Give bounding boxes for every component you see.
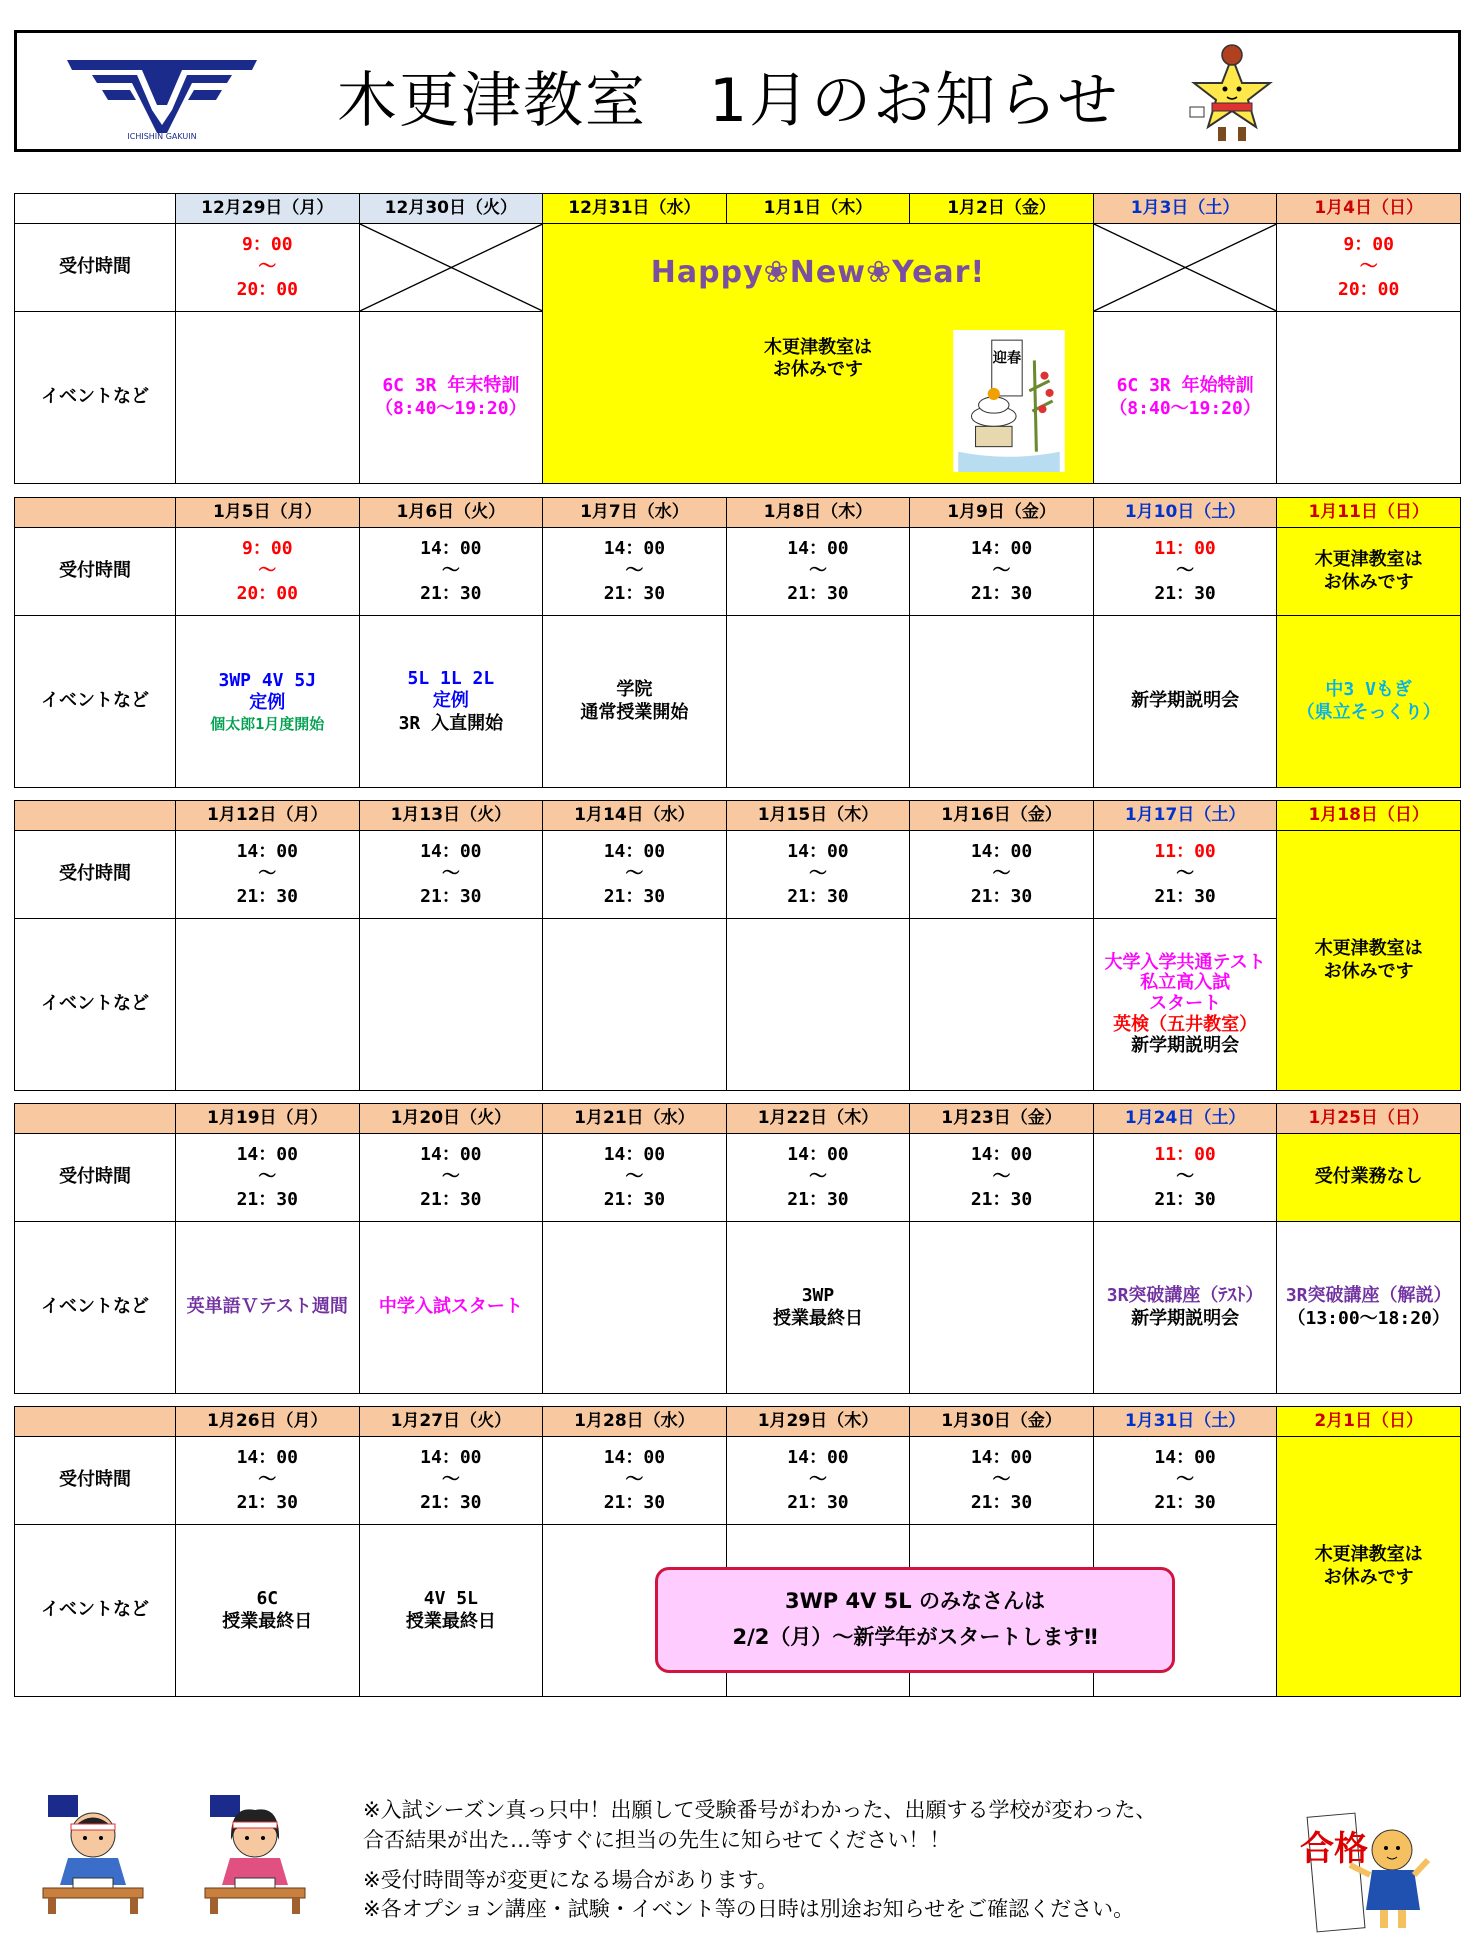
day-header: 1月8日（木） bbox=[726, 498, 910, 528]
day-header: 1月2日（金） bbox=[910, 194, 1094, 224]
event-cell: 3WP 授業最終日 bbox=[726, 1222, 910, 1394]
studying-girl-icon bbox=[200, 1790, 310, 1915]
day-header: 12月29日（月） bbox=[176, 194, 360, 224]
closed-text: 木更津教室は お休みです bbox=[763, 336, 872, 380]
row-label-time: 受付時間 bbox=[15, 1437, 176, 1525]
week-4-table bbox=[14, 1103, 1461, 1394]
cross-mark-icon bbox=[360, 224, 543, 311]
notes-section bbox=[363, 1796, 1156, 1935]
note-line: 合否結果が出た…等すぐに担当の先生に知らせてください！！ bbox=[363, 1827, 951, 1852]
event-cell: 4V 5L 授業最終日 bbox=[359, 1525, 543, 1697]
closed-cell: 木更津教室は お休みです bbox=[1277, 1437, 1461, 1697]
day-header: 1月22日（木） bbox=[726, 1104, 910, 1134]
row-label-event: イベントなど bbox=[15, 1222, 176, 1394]
week-3-table bbox=[14, 800, 1461, 1091]
star-mascot-icon bbox=[1182, 45, 1292, 145]
event-cell bbox=[1277, 312, 1461, 484]
day-header: 1月13日（火） bbox=[359, 801, 543, 831]
closed-cell: 木更津教室は お休みです bbox=[1277, 528, 1461, 616]
day-header: 1月26日（月） bbox=[176, 1407, 360, 1437]
time-cell: 14：00 ～ 21：30 bbox=[726, 831, 910, 919]
new-term-notice: 3WP 4V 5L のみなさんは 2/2（月）～新学年がスタートします‼ bbox=[655, 1567, 1175, 1673]
time-cell: 14：00 ～ 21：30 bbox=[176, 831, 360, 919]
corner-cell bbox=[15, 801, 176, 831]
day-header: 1月31日（土） bbox=[1093, 1407, 1277, 1437]
time-cell: 14：00 ～ 21：30 bbox=[543, 1134, 727, 1222]
row-label-event: イベントなど bbox=[15, 616, 176, 788]
day-header: 1月29日（木） bbox=[726, 1407, 910, 1437]
day-header: 1月9日（金） bbox=[910, 498, 1094, 528]
page-title: 木更津教室 1月のお知らせ bbox=[337, 66, 1120, 136]
time-cell: 14：00 ～ 21：30 bbox=[176, 1437, 360, 1525]
cross-mark-icon bbox=[1094, 224, 1277, 311]
time-cell: 14：00 ～ 21：30 bbox=[726, 528, 910, 616]
closed-cell: 木更津教室は お休みです bbox=[1277, 831, 1461, 1091]
event-cell: 3R突破講座（ﾃｽﾄ） 新学期説明会 bbox=[1093, 1222, 1277, 1394]
corner-cell bbox=[15, 194, 176, 224]
time-cell: 14：00 ～ 21：30 bbox=[359, 831, 543, 919]
day-header: 1月24日（土） bbox=[1093, 1104, 1277, 1134]
time-cell: 14：00 ～ 21：30 bbox=[726, 1437, 910, 1525]
row-label-time: 受付時間 bbox=[15, 528, 176, 616]
time-cell: 9：00 ～ 20：00 bbox=[1277, 224, 1461, 312]
day-header: 1月23日（金） bbox=[910, 1104, 1094, 1134]
event-cell: 3R突破講座（解説） （13:00～18:20） bbox=[1277, 1222, 1461, 1394]
event-cell bbox=[726, 616, 910, 788]
day-header: 1月20日（火） bbox=[359, 1104, 543, 1134]
svg-text:ICHISHIN GAKUIN: ICHISHIN GAKUIN bbox=[127, 132, 197, 141]
time-cell: 11：00 ～ 21：30 bbox=[1093, 528, 1277, 616]
event-cell bbox=[176, 919, 360, 1091]
ichishin-logo bbox=[62, 45, 262, 140]
note-line: ※入試シーズン真っ只中！出願して受験番号がわかった、出願する学校が変わった、 bbox=[363, 1798, 1157, 1822]
new-year-holiday-cell bbox=[543, 224, 1094, 484]
note-line: ※各オプション講座・試験・イベント等の日時は別途お知らせをご確認ください。 bbox=[363, 1897, 1135, 1922]
week-2-table bbox=[14, 497, 1461, 788]
studying-boy-icon bbox=[38, 1790, 148, 1915]
svg-text:迎春: 迎春 bbox=[992, 350, 1022, 367]
event-cell bbox=[359, 919, 543, 1091]
day-header: 1月16日（金） bbox=[910, 801, 1094, 831]
event-cell bbox=[910, 1222, 1094, 1394]
time-cell: 14：00 ～ 21：30 bbox=[359, 1437, 543, 1525]
time-cell: 14：00 ～ 21：30 bbox=[910, 831, 1094, 919]
time-cell: 14：00 ～ 21：30 bbox=[726, 1134, 910, 1222]
day-header: 1月25日（日） bbox=[1277, 1104, 1461, 1134]
day-header: 1月21日（水） bbox=[543, 1104, 727, 1134]
week-1-table bbox=[14, 193, 1461, 484]
event-cell bbox=[726, 919, 910, 1091]
day-header: 1月10日（土） bbox=[1093, 498, 1277, 528]
day-header: 1月18日（日） bbox=[1277, 801, 1461, 831]
happy-new-year-text: Happy❀New❀Year! bbox=[650, 255, 986, 290]
day-header: 1月3日（土） bbox=[1093, 194, 1277, 224]
event-cell bbox=[543, 1222, 727, 1394]
event-cell: 6C 3R 年始特訓 （8:40～19:20） bbox=[1093, 312, 1277, 484]
svg-text:合格: 合格 bbox=[1300, 1829, 1368, 1869]
time-cell: 11：00 ～ 21：30 bbox=[1093, 831, 1277, 919]
day-header: 2月1日（日） bbox=[1277, 1407, 1461, 1437]
kagami-mochi-icon bbox=[953, 330, 1065, 472]
row-label-time: 受付時間 bbox=[15, 224, 176, 312]
row-label-event: イベントなど bbox=[15, 919, 176, 1091]
row-label-event: イベントなど bbox=[15, 312, 176, 484]
row-label-time: 受付時間 bbox=[15, 1134, 176, 1222]
day-header: 1月28日（水） bbox=[543, 1407, 727, 1437]
day-header: 1月19日（月） bbox=[176, 1104, 360, 1134]
event-cell bbox=[543, 919, 727, 1091]
event-cell: 大学入学共通テスト 私立高入試 スタート 英検（五井教室） 新学期説明会 bbox=[1093, 919, 1277, 1091]
event-cell: 英単語Ｖテスト週間 bbox=[176, 1222, 360, 1394]
time-cell: 14：00 ～ 21：30 bbox=[910, 528, 1094, 616]
corner-cell bbox=[15, 1104, 176, 1134]
row-label-time: 受付時間 bbox=[15, 831, 176, 919]
event-cell: 学院 通常授業開始 bbox=[543, 616, 727, 788]
day-header: 1月5日（月） bbox=[176, 498, 360, 528]
day-header: 1月15日（木） bbox=[726, 801, 910, 831]
time-cell: 14：00 ～ 21：30 bbox=[359, 1134, 543, 1222]
day-header: 1月7日（水） bbox=[543, 498, 727, 528]
day-header: 12月30日（火） bbox=[359, 194, 543, 224]
day-header: 1月14日（水） bbox=[543, 801, 727, 831]
note-line: ※受付時間等が変更になる場合があります。 bbox=[363, 1867, 778, 1892]
time-cell: 9：00 ～ 20：00 bbox=[176, 224, 360, 312]
event-cell bbox=[910, 616, 1094, 788]
event-cell bbox=[910, 919, 1094, 1091]
corner-cell bbox=[15, 498, 176, 528]
time-cell: 14：00 ～ 21：30 bbox=[176, 1134, 360, 1222]
time-cell: 14：00 ～ 21：30 bbox=[543, 1437, 727, 1525]
event-cell: 新学期説明会 bbox=[1093, 616, 1277, 788]
goukaku-mascot-icon bbox=[1300, 1805, 1430, 1935]
event-cell: 5L 1L 2L 定例 3R 入直開始 bbox=[359, 616, 543, 788]
no-reception-cell: 受付業務なし bbox=[1277, 1134, 1461, 1222]
day-header: 1月12日（月） bbox=[176, 801, 360, 831]
time-cell: 14：00 ～ 21：30 bbox=[910, 1134, 1094, 1222]
event-cell: 6C 授業最終日 bbox=[176, 1525, 360, 1697]
time-cell: 14：00 ～ 21：30 bbox=[543, 528, 727, 616]
time-cell: 14：00 ～ 21：30 bbox=[359, 528, 543, 616]
time-cell: 14：00 ～ 21：30 bbox=[910, 1437, 1094, 1525]
time-cell: 14：00 ～ 21：30 bbox=[543, 831, 727, 919]
day-header: 1月27日（火） bbox=[359, 1407, 543, 1437]
day-header: 1月11日（日） bbox=[1277, 498, 1461, 528]
no-reception-cell bbox=[1093, 224, 1277, 312]
time-cell: 14：00 ～ 21：30 bbox=[1093, 1437, 1277, 1525]
page-header bbox=[14, 30, 1461, 152]
no-reception-cell bbox=[359, 224, 543, 312]
event-cell: 6C 3R 年末特訓 （8:40～19:20） bbox=[359, 312, 543, 484]
day-header: 1月6日（火） bbox=[359, 498, 543, 528]
day-header: 1月4日（日） bbox=[1277, 194, 1461, 224]
time-cell: 11：00 ～ 21：30 bbox=[1093, 1134, 1277, 1222]
event-cell bbox=[176, 312, 360, 484]
day-header: 1月1日（木） bbox=[726, 194, 910, 224]
event-cell: 3WP 4V 5J 定例 個太郎1月度開始 bbox=[176, 616, 360, 788]
event-cell: 中学入試スタート bbox=[359, 1222, 543, 1394]
event-cell: 中3 Vもぎ （県立そっくり） bbox=[1277, 616, 1461, 788]
day-header: 1月30日（金） bbox=[910, 1407, 1094, 1437]
day-header: 12月31日（水） bbox=[543, 194, 727, 224]
corner-cell bbox=[15, 1407, 176, 1437]
time-cell: 9：00 ～ 20：00 bbox=[176, 528, 360, 616]
day-header: 1月17日（土） bbox=[1093, 801, 1277, 831]
row-label-event: イベントなど bbox=[15, 1525, 176, 1697]
